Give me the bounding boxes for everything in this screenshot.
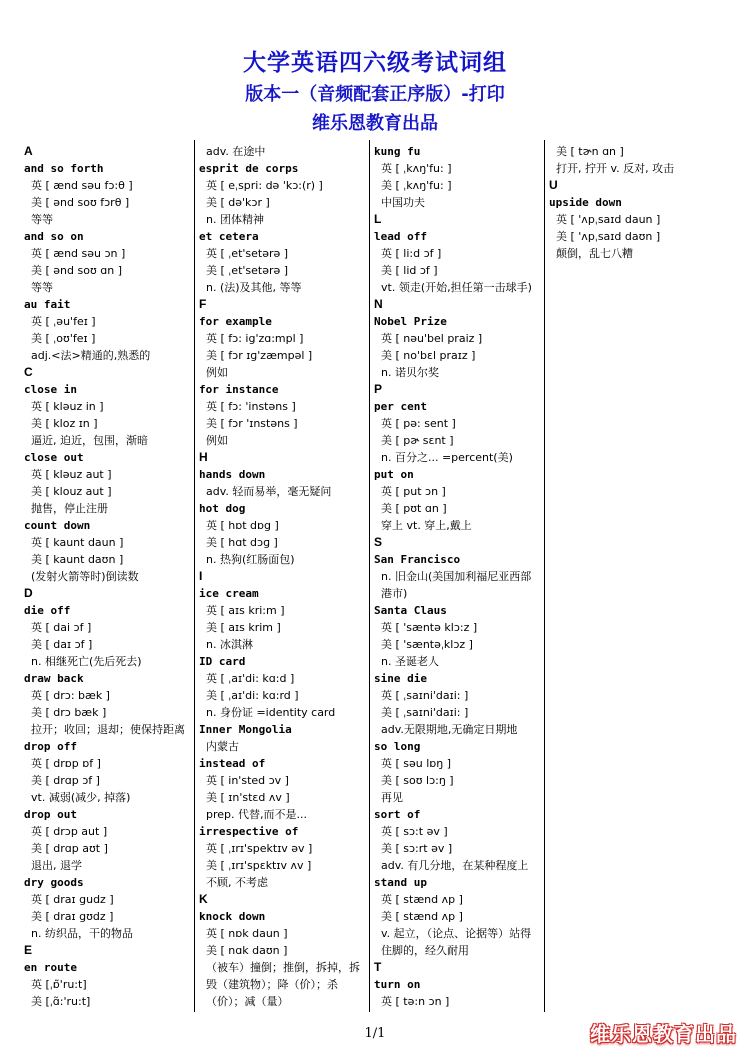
phrase-headword: et cetera bbox=[199, 230, 259, 243]
entry-line: 英 [ kləuz aut ] bbox=[31, 468, 112, 481]
entry-line: 美 [ˌɑ̃:'ru:t] bbox=[31, 995, 91, 1008]
entry-line: 美 [ ˌkʌŋ'fu: ] bbox=[381, 179, 452, 192]
column-divider bbox=[369, 140, 370, 1012]
entry-line: n. 团体精神 bbox=[206, 213, 264, 226]
phrase-headword: upside down bbox=[549, 196, 622, 209]
entry-line: 美 [ no'bɛl praɪz ] bbox=[381, 349, 476, 362]
entry-line: 英 [ stænd ʌp ] bbox=[381, 893, 463, 906]
document-subtitle: 版本一（音频配套正序版）-打印 bbox=[245, 84, 505, 105]
entry-line: 美 [ 'ʌpˌsaɪd daʊn ] bbox=[556, 230, 661, 243]
phrase-headword: hot dog bbox=[199, 502, 246, 515]
entry-line: 美 [ nɑk daʊn ] bbox=[206, 944, 288, 957]
entry-line: 内蒙古 bbox=[206, 740, 239, 753]
phrase-headword: die off bbox=[24, 604, 71, 617]
entry-line: 英 [ drɒp ɒf ] bbox=[31, 757, 101, 770]
section-letter: L bbox=[374, 212, 382, 226]
entry-line: 英 [ səu lɒŋ ] bbox=[381, 757, 452, 770]
entry-line: 拉开；收回；退却；使保持距离 bbox=[31, 723, 185, 736]
entry-line: 美 [ draɪ gʊdz ] bbox=[31, 910, 114, 923]
entry-line: n. 纺织品，干的物品 bbox=[31, 927, 133, 940]
entry-line: n. 诺贝尔奖 bbox=[381, 366, 439, 379]
section-letter: H bbox=[199, 450, 208, 464]
phrase-headword: sine die bbox=[374, 672, 427, 685]
entry-line: 美 [ drɔ bæk ] bbox=[31, 706, 107, 719]
entry-line: adj.<法>精通的,熟悉的 bbox=[31, 349, 151, 362]
section-letter: D bbox=[24, 586, 33, 600]
entry-line: 再见 bbox=[381, 791, 403, 804]
entry-line: 美 [ ɪn'stɛd ʌv ] bbox=[206, 791, 290, 804]
entry-line: 英 [ put ɔn ] bbox=[381, 485, 446, 498]
entry-line: 英 [ ˌet'setərə ] bbox=[206, 247, 289, 260]
entry-line: 英 [ ˌaɪ'di: kɑ:d ] bbox=[206, 672, 295, 685]
entry-line: 例如 bbox=[206, 366, 228, 379]
entry-line: prep. 代替,而不是... bbox=[206, 808, 307, 821]
entry-line: 英 [ fɔ: ig'zɑ:mpl ] bbox=[206, 332, 304, 345]
entry-line: 英 [ ˌkʌŋ'fu: ] bbox=[381, 162, 452, 175]
phrase-headword: ice cream bbox=[199, 587, 259, 600]
entry-line: 美 [ fɔr ɪɡ'zæmpəl ] bbox=[206, 349, 313, 362]
entry-line: 打开, 拧开 v. 反对, 攻击 bbox=[556, 162, 675, 175]
phrase-headword: so long bbox=[374, 740, 421, 753]
entry-line: 美 [ ənd soʊ ɑn ] bbox=[31, 264, 122, 277]
phrase-headword: stand up bbox=[374, 876, 427, 889]
entry-line: 颠倒，乱七八糟 bbox=[556, 247, 633, 260]
entry-line: （被车）撞倒；推倒，拆掉，拆毁（建筑物）；降（价）；杀（价）；减（量） bbox=[206, 961, 360, 1008]
phrase-headword: and so forth bbox=[24, 162, 104, 175]
phrase-headword: San Francisco bbox=[374, 553, 461, 566]
entry-line: n. 身份证 =identity card bbox=[206, 706, 336, 719]
entry-line: n. (法)及其他, 等等 bbox=[206, 281, 302, 294]
phrase-headword: lead off bbox=[374, 230, 427, 243]
section-letter: E bbox=[24, 943, 33, 957]
entry-line: 美 [ pɚ sɛnt ] bbox=[381, 434, 454, 447]
phrase-headword: knock down bbox=[199, 910, 266, 923]
entry-line: 美 [ lid ɔf ] bbox=[381, 264, 438, 277]
entry-line: 逼近, 迫近，包围，渐暗 bbox=[31, 434, 148, 447]
phrase-headword: for instance bbox=[199, 383, 279, 396]
entry-line: 英 [ 'sæntə klɔ:z ] bbox=[381, 621, 478, 634]
entry-line: adv. 轻而易举，毫无疑问 bbox=[206, 485, 332, 498]
entry-line: 美 [ pʊt ɑn ] bbox=[381, 502, 447, 515]
entry-line: 英 [ pə: sent ] bbox=[381, 417, 456, 430]
phrase-headword: count down bbox=[24, 519, 91, 532]
glossary-column-2 bbox=[199, 143, 367, 1013]
section-letter: K bbox=[199, 892, 208, 906]
phrase-headword: Santa Claus bbox=[374, 604, 447, 617]
page-number: 1/1 bbox=[364, 1026, 386, 1041]
entry-line: 英 [ ˌəu'feɪ ] bbox=[31, 315, 96, 328]
entry-line: 美 [ ˌoʊ'feɪ ] bbox=[31, 332, 96, 345]
entry-line: 英 [ drɔp aut ] bbox=[31, 825, 108, 838]
entry-line: 美 [ tɚn ɑn ] bbox=[556, 145, 624, 158]
section-letter: U bbox=[549, 178, 558, 192]
entry-line: 退出, 退学 bbox=[31, 859, 82, 872]
phrase-headword: put on bbox=[374, 468, 414, 481]
entry-line: n. 热狗(红肠面包) bbox=[206, 553, 295, 566]
phrase-headword: en route bbox=[24, 961, 77, 974]
entry-line: adv. 有几分地，在某种程度上 bbox=[381, 859, 529, 872]
entry-line: v. 起立，（论点、论据等）站得住脚的，经久耐用 bbox=[381, 927, 532, 957]
entry-line: vt. 减弱(减少, 掉落) bbox=[31, 791, 131, 804]
entry-line: 英 [ sɔ:t əv ] bbox=[381, 825, 448, 838]
phrase-headword: au fait bbox=[24, 298, 71, 311]
entry-line: 中国功夫 bbox=[381, 196, 425, 209]
watermark-stamp: 维乐恩教育出品 bbox=[590, 1022, 737, 1046]
phrase-headword: drop out bbox=[24, 808, 77, 821]
entry-line: 英 [ drɔ: bæk ] bbox=[31, 689, 110, 702]
entry-line: n. 旧金山(美国加利福尼亚西部港市) bbox=[381, 570, 532, 600]
phrase-headword: hands down bbox=[199, 468, 266, 481]
entry-line: vt. 领走(开始,担任第一击球手) bbox=[381, 281, 532, 294]
entry-line: 美 [ hɑt dɔɡ ] bbox=[206, 536, 278, 549]
entry-line: n. 冰淇淋 bbox=[206, 638, 253, 651]
phrase-headword: for example bbox=[199, 315, 272, 328]
entry-line: 英 [ fɔ: 'instəns ] bbox=[206, 400, 296, 413]
entry-line: 美 [ ənd soʊ fɔrθ ] bbox=[31, 196, 130, 209]
entry-line: (发射火箭等时)倒读数 bbox=[31, 570, 139, 583]
phrase-headword: close out bbox=[24, 451, 84, 464]
phrase-headword: drop off bbox=[24, 740, 77, 753]
phrase-headword: kung fu bbox=[374, 145, 421, 158]
phrase-headword: ID card bbox=[199, 655, 246, 668]
entry-line: 英 [ in'sted ɔv ] bbox=[206, 774, 289, 787]
entry-line: 美 [ drɑp ɔf ] bbox=[31, 774, 100, 787]
entry-line: 美 [ kloz ɪn ] bbox=[31, 417, 98, 430]
entry-line: 美 [ fɔr 'ɪnstəns ] bbox=[206, 417, 298, 430]
entry-line: 美 [ ˌaɪ'di: kɑ:rd ] bbox=[206, 689, 299, 702]
entry-line: 英 [ kaunt daun ] bbox=[31, 536, 124, 549]
phrase-headword: sort of bbox=[374, 808, 421, 821]
phrase-headword: esprit de corps bbox=[199, 162, 299, 175]
entry-line: 等等 bbox=[31, 213, 53, 226]
phrase-headword: irrespective of bbox=[199, 825, 299, 838]
phrase-headword: per cent bbox=[374, 400, 427, 413]
phrase-headword: instead of bbox=[199, 757, 266, 770]
entry-line: n. 相继死亡(先后死去) bbox=[31, 655, 142, 668]
column-divider bbox=[194, 140, 195, 1012]
entry-line: 英 [ kləuz in ] bbox=[31, 400, 104, 413]
entry-line: 英 [ eˌspri: də 'kɔ:(r) ] bbox=[206, 179, 323, 192]
section-letter: T bbox=[374, 960, 382, 974]
entry-line: 美 [ aɪs krim ] bbox=[206, 621, 281, 634]
publisher-line: 维乐恩教育出品 bbox=[312, 113, 438, 134]
entry-line: 美 [ 'sæntəˌklɔz ] bbox=[381, 638, 473, 651]
entry-line: 美 [ kaunt daʊn ] bbox=[31, 553, 124, 566]
entry-line: 英 [ draɪ gudz ] bbox=[31, 893, 114, 906]
section-letter: F bbox=[199, 297, 207, 311]
entry-line: 美 [ sɔ:rt əv ] bbox=[381, 842, 453, 855]
document-title: 大学英语四六级考试词组 bbox=[243, 50, 507, 76]
entry-line: 美 [ də'kɔr ] bbox=[206, 196, 270, 209]
column-divider bbox=[544, 140, 545, 1012]
glossary-column-3 bbox=[374, 143, 542, 1013]
entry-line: 美 [ drɑp aʊt ] bbox=[31, 842, 108, 855]
entry-line: 美 [ daɪ ɔf ] bbox=[31, 638, 93, 651]
entry-line: 美 [ ˌɪrɪ'spɛktɪv ʌv ] bbox=[206, 859, 312, 872]
phrase-headword: draw back bbox=[24, 672, 84, 685]
glossary-column-4 bbox=[549, 143, 719, 1013]
phrase-headword: close in bbox=[24, 383, 77, 396]
entry-line: 抛售，停止注册 bbox=[31, 502, 108, 515]
phrase-headword: turn on bbox=[374, 978, 421, 991]
phrase-headword: Nobel Prize bbox=[374, 315, 447, 328]
section-letter: A bbox=[24, 144, 33, 158]
phrase-headword: Inner Mongolia bbox=[199, 723, 292, 736]
entry-line: 英 [ aɪs kri:m ] bbox=[206, 604, 285, 617]
section-letter: S bbox=[374, 535, 383, 549]
entry-line: 美 [ ˌet'setərə ] bbox=[206, 264, 289, 277]
entry-line: 英 [ ˌsaɪni'daɪi: ] bbox=[381, 689, 469, 702]
section-letter: P bbox=[374, 382, 383, 396]
entry-line: adv.无限期地,无确定日期地 bbox=[381, 723, 518, 736]
entry-line: n. 百分之... =percent(美) bbox=[381, 451, 513, 464]
entry-line: 美 [ soʊ lɔ:ŋ ] bbox=[381, 774, 454, 787]
section-letter: C bbox=[24, 365, 33, 379]
entry-line: 英 [ li:d ɔf ] bbox=[381, 247, 442, 260]
entry-line: 等等 bbox=[31, 281, 53, 294]
entry-line: 英 [ hɒt dɒg ] bbox=[206, 519, 279, 532]
entry-line: 英 [ nɒk daun ] bbox=[206, 927, 288, 940]
entry-line: 英 [ ˌɪrɪ'spektɪv əv ] bbox=[206, 842, 313, 855]
phrase-headword: and so on bbox=[24, 230, 84, 243]
entry-line: 美 [ stænd ʌp ] bbox=[381, 910, 463, 923]
entry-line: 穿上 vt. 穿上,戴上 bbox=[381, 519, 472, 532]
phrase-headword: dry goods bbox=[24, 876, 84, 889]
entry-line: n. 圣诞老人 bbox=[381, 655, 439, 668]
entry-line: 例如 bbox=[206, 434, 228, 447]
entry-line: adv. 在途中 bbox=[206, 145, 266, 158]
entry-line: 英 [ ænd səu ɔn ] bbox=[31, 247, 126, 260]
entry-line: 英 [ dai ɔf ] bbox=[31, 621, 92, 634]
section-letter: I bbox=[199, 569, 203, 583]
entry-line: 美 [ ˌsaɪni'daɪi: ] bbox=[381, 706, 469, 719]
entry-line: 英 [ ænd səu fɔ:θ ] bbox=[31, 179, 133, 192]
entry-line: 美 [ klouz aut ] bbox=[31, 485, 112, 498]
entry-line: 英 [ 'ʌpˌsaɪd daun ] bbox=[556, 213, 661, 226]
entry-line: 英 [ˌɒ̃'ru:t] bbox=[31, 978, 87, 991]
entry-line: 英 [ tə:n ɔn ] bbox=[381, 995, 450, 1008]
entry-line: 英 [ nəu'bel praiz ] bbox=[381, 332, 483, 345]
entry-line: 不顾, 不考虑 bbox=[206, 876, 268, 889]
section-letter: N bbox=[374, 297, 383, 311]
glossary-column-1 bbox=[24, 143, 192, 1013]
